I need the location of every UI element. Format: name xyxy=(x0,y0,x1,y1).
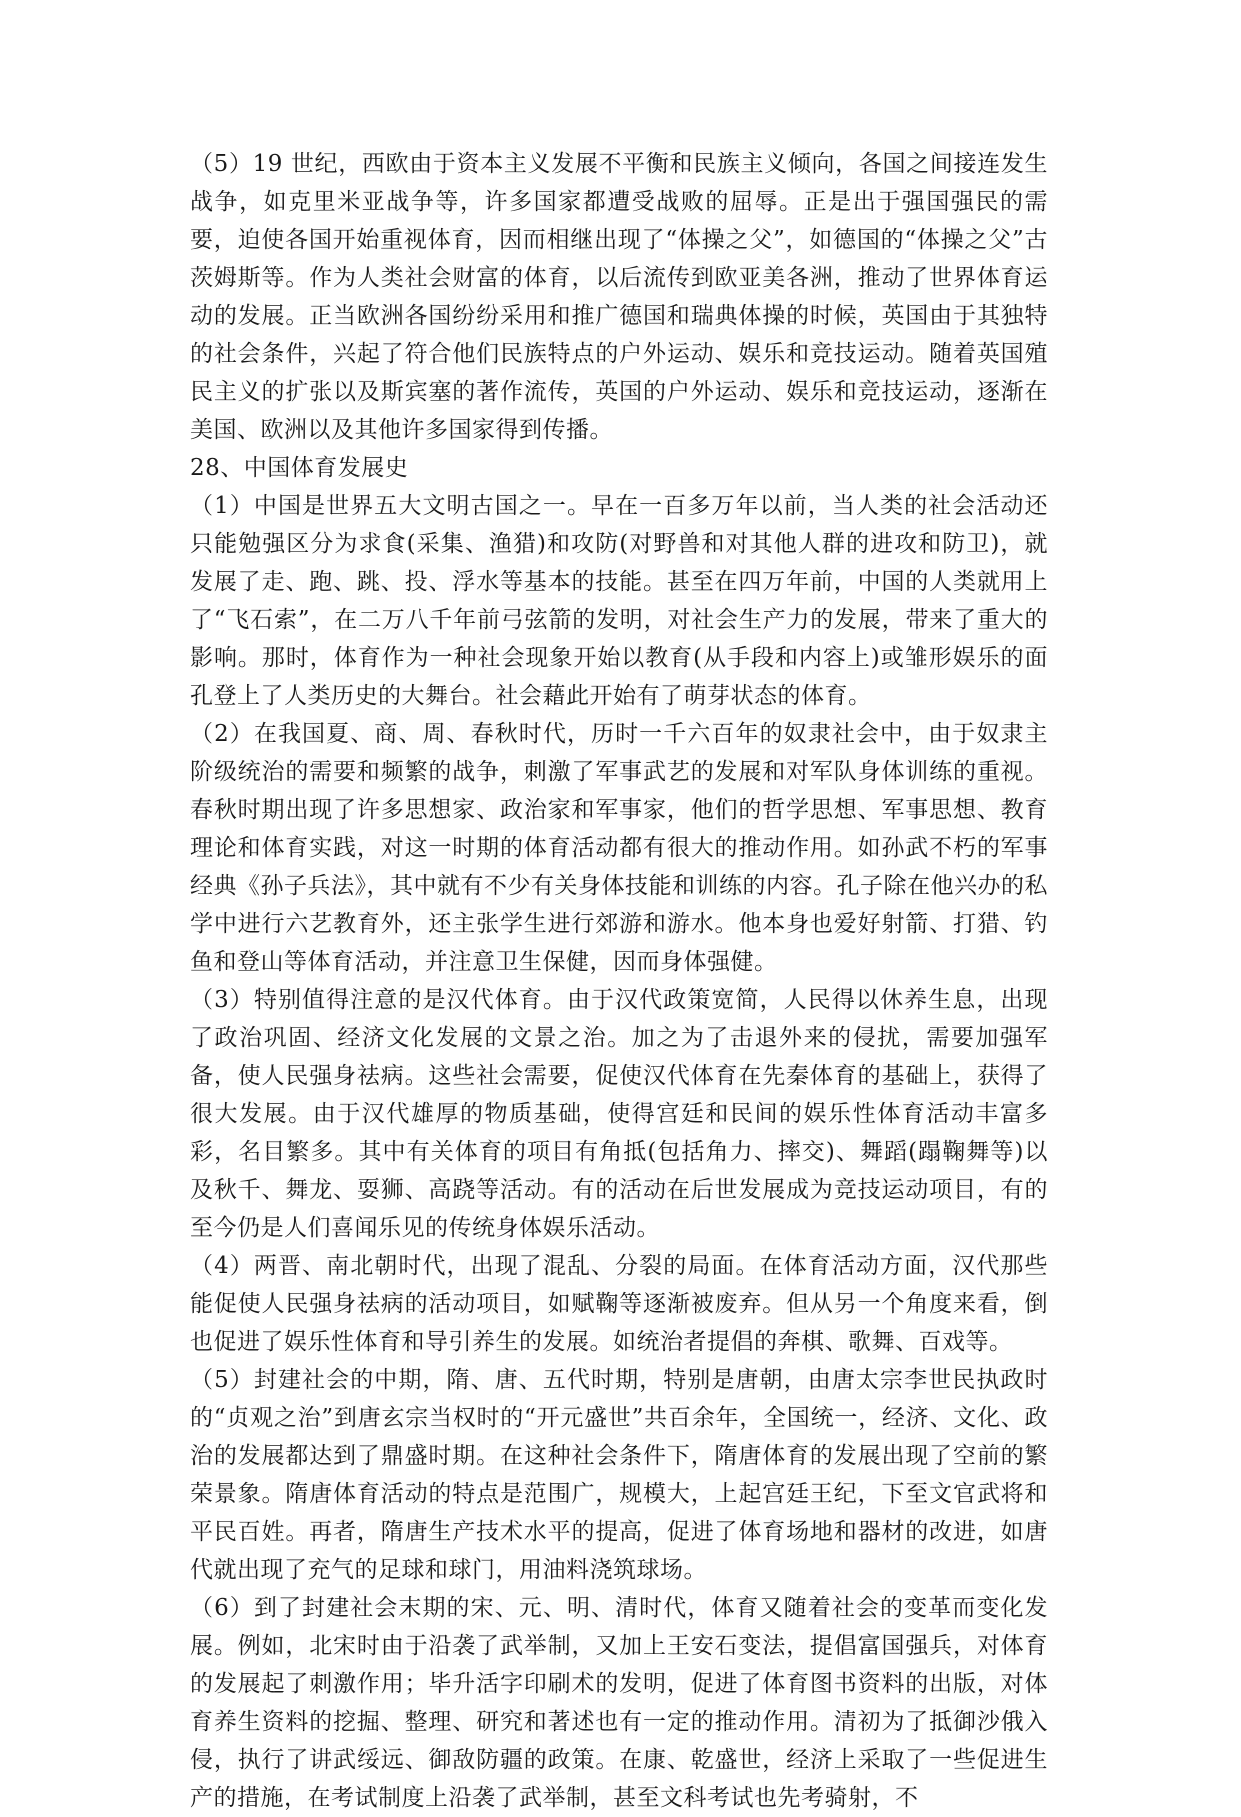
paragraph-china-6: （6）到了封建社会末期的宋、元、明、清时代，体育又随着社会的变革而变化发展。例如，北宋时由于沿袭了武举制，又加上王安石变法，提倡富国强兵，对体育的发展起了刺激作用；毕升活字印刷术的发明，促进了体育图书资料的出版，对体育养生资料的挖掘、整理、研究和著述也有一定的推动作用。清初为了抵御沙俄入侵，执行了讲武绥远、御敌防疆的政策。在康、乾盛世，经济上采取了一些促进生产的措施，在考试制度上沿袭了武举制，甚至文科考试也先考骑射，不 xyxy=(190,1595,1048,1811)
paragraph-china-5: （5）封建社会的中期，隋、唐、五代时期，特别是唐朝，由唐太宗李世民执政时的“贞观之治”到唐玄宗当权时的“开元盛世”共百余年，全国统一，经济、文化、政治的发展都达到了鼎盛时期。在这种社会条件下，隋唐体育的发展出现了空前的繁荣景象。隋唐体育活动的特点是范围广，规模大，上起宫廷王纪，下至文官武将和平民百姓。再者，隋唐生产技术水平的提高，促进了体育场地和器材的改进，如唐代就出现了充气的足球和球门，用油料浇筑球场。 xyxy=(190,1367,1048,1583)
paragraph-china-1: （1）中国是世界五大文明古国之一。早在一百多万年以前，当人类的社会活动还只能勉强区分为求食(采集、渔猎)和攻防(对野兽和对其他人群的进攻和防卫)，就发展了走、跑、跳、投、浮水等基本的技能。甚至在四万年前，中国的人类就用上了“飞石索”，在二万八千年前弓弦箭的发明，对社会生产力的发展，带来了重大的影响。那时，体育作为一种社会现象开始以教育(从手段和内容上)或雏形娱乐的面孔登上了人类历史的大舞台。社会藉此开始有了萌芽状态的体育。 xyxy=(190,493,1048,709)
paragraph-china-2: （2）在我国夏、商、周、春秋时代，历时一千六百年的奴隶社会中，由于奴隶主阶级统治的需要和频繁的战争，刺激了军事武艺的发展和对军队身体训练的重视。春秋时期出现了许多思想家、政治家和军事家，他们的哲学思想、军事思想、教育理论和体育实践，对这一时期的体育活动都有很大的推动作用。如孙武不朽的军事经典《孙子兵法》，其中就有不少有关身体技能和训练的内容。孔子除在他兴办的私学中进行六艺教育外，还主张学生进行郊游和游水。他本身也爱好射箭、打猎、钓鱼和登山等体育活动，并注意卫生保健，因而身体强健。 xyxy=(190,721,1048,975)
paragraph-china-4: （4）两晋、南北朝时代，出现了混乱、分裂的局面。在体育活动方面，汉代那些能促使人民强身祛病的活动项目，如赋鞠等逐渐被废弃。但从另一个角度来看，倒也促进了娱乐性体育和导引养生的发展。如统治者提倡的奔棋、歌舞、百戏等。 xyxy=(190,1253,1048,1355)
paragraph-china-3: （3）特别值得注意的是汉代体育。由于汉代政策宽简，人民得以休养生息，出现了政治巩固、经济文化发展的文景之治。加之为了击退外来的侵扰，需要加强军备，使人民强身祛病。这些社会需要，促使汉代体育在先秦体育的基础上，获得了很大发展。由于汉代雄厚的物质基础，使得宫廷和民间的娱乐性体育活动丰富多彩，名目繁多。其中有关体育的项目有角抵(包括角力、摔交)、舞蹈(蹋鞠舞等)以及秋千、舞龙、耍狮、高跷等活动。有的活动在后世发展成为竞技运动项目，有的至今仍是人们喜闻乐见的传统身体娱乐活动。 xyxy=(190,987,1048,1241)
paragraph-west-19th-century: （5）19 世纪，西欧由于资本主义发展不平衡和民族主义倾向，各国之间接连发生战争，如克里米亚战争等，许多国家都遭受战败的屈辱。正是出于强国强民的需要，迫使各国开始重视体育，因而相继出现了“体操之父”，如德国的“体操之父”古茨姆斯等。作为人类社会财富的体育，以后流传到欧亚美各洲，推动了世界体育运动的发展。正当欧洲各国纷纷采用和推广德国和瑞典体操的时候，英国由于其独特的社会条件，兴起了符合他们民族特点的户外运动、娱乐和竞技运动。随着英国殖民主义的扩张以及斯宾塞的著作流传，英国的户外运动、娱乐和竞技运动，逐渐在美国、欧洲以及其他许多国家得到传播。 xyxy=(190,151,1048,443)
document-body xyxy=(190,145,1048,1817)
section-heading-chinese-sports-history: 28、中国体育发展史 xyxy=(190,455,409,481)
